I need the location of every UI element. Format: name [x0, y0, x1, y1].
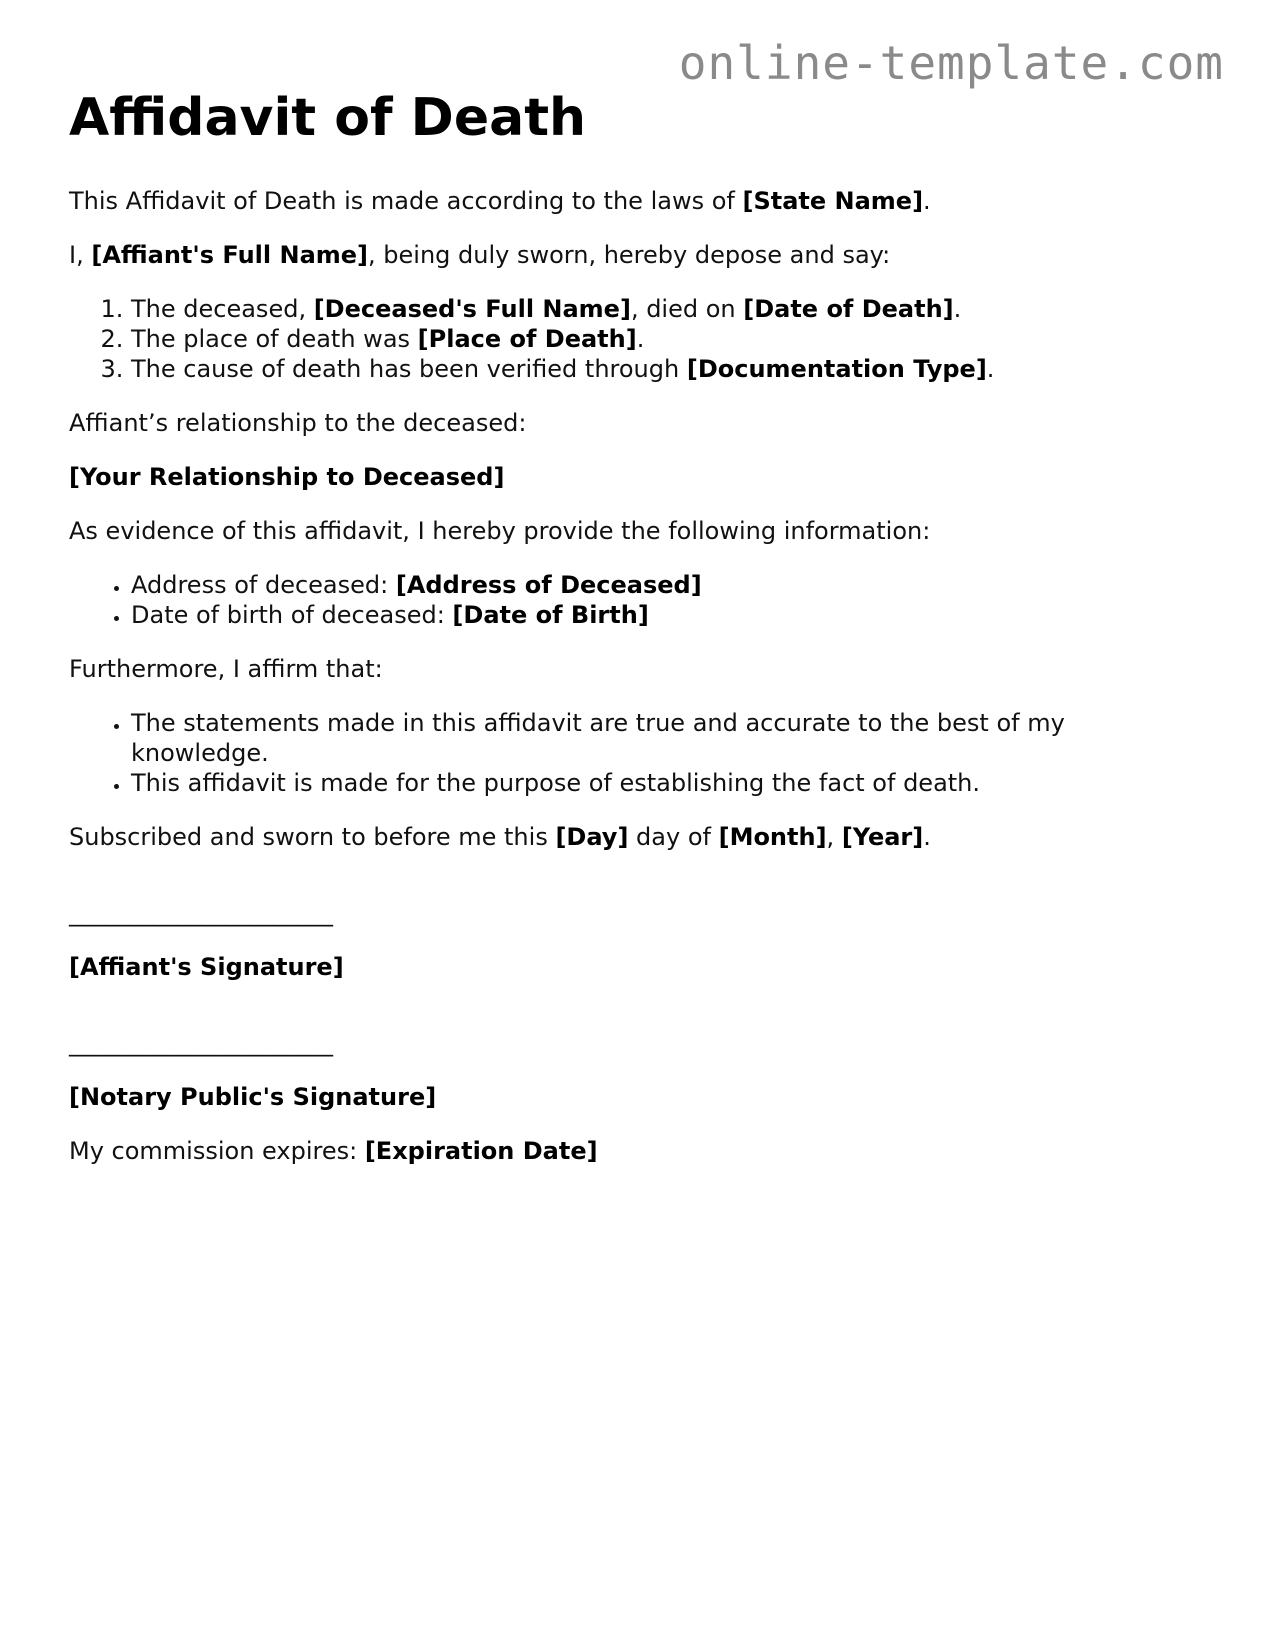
month-placeholder: [Month] — [718, 823, 827, 851]
commission-paragraph — [69, 1136, 1189, 1166]
evidence-item — [131, 600, 1189, 630]
affirm-intro: Furthermore, I affirm that: — [69, 655, 383, 683]
date-of-birth-placeholder: [Date of Birth] — [452, 601, 649, 629]
affiant-signature-placeholder: [Affiant's Signature] — [69, 953, 344, 981]
commission-label: My commission expires: — [69, 1137, 365, 1165]
expiration-date-placeholder: [Expiration Date] — [364, 1137, 598, 1165]
notary-signature-placeholder: [Notary Public's Signature] — [69, 1083, 437, 1111]
relationship-paragraph — [69, 462, 1189, 492]
date-of-death-placeholder: [Date of Death] — [743, 295, 954, 323]
deponent-prefix: I, — [69, 241, 92, 269]
evidence-item — [131, 570, 1189, 600]
statement-item — [131, 354, 1189, 384]
statement-text: The deceased, — [131, 295, 314, 323]
affirm-list — [69, 708, 1189, 798]
statement-end: . — [986, 355, 995, 383]
relationship-placeholder: [Your Relationship to Deceased] — [69, 463, 505, 491]
intro-end: . — [923, 187, 931, 215]
affirm-item: • The statements made in this affidavit are true and accurate to the best of my knowledge. — [131, 708, 1189, 768]
affiant-signature-line[interactable]: ______________________ — [69, 899, 333, 927]
statement-text: The place of death was — [131, 325, 418, 353]
sworn-text: Subscribed and sworn to before me this — [69, 823, 556, 851]
affiant-name-placeholder: [Affiant's Full Name] — [91, 241, 369, 269]
state-name-placeholder: [State Name] — [742, 187, 924, 215]
address-placeholder: [Address of Deceased] — [395, 571, 702, 599]
statement-text: The cause of death has been verified through — [131, 355, 687, 383]
sworn-mid: day of — [628, 823, 719, 851]
year-placeholder: [Year] — [841, 823, 924, 851]
evidence-list — [69, 570, 1189, 630]
document — [69, 86, 1189, 1190]
deponent-paragraph — [69, 240, 1189, 270]
evidence-label: Date of birth of deceased: — [131, 601, 453, 629]
watermark: online-template.com — [678, 36, 1224, 90]
deceased-name-placeholder: [Deceased's Full Name] — [313, 295, 631, 323]
day-placeholder: [Day] — [555, 823, 629, 851]
statement-item — [131, 324, 1189, 354]
place-of-death-placeholder: [Place of Death] — [417, 325, 637, 353]
documentation-type-placeholder: [Documentation Type] — [686, 355, 987, 383]
statement-text: , died on — [630, 295, 744, 323]
document-title: Affidavit of Death — [69, 88, 587, 148]
statement-item — [131, 294, 1189, 324]
relationship-label: Affiant’s relationship to the deceased: — [69, 409, 527, 437]
statements-list — [69, 294, 1189, 384]
affiant-signature-label — [69, 952, 1189, 982]
notary-signature-label — [69, 1082, 1189, 1112]
affirm-item: • This affidavit is made for the purpose of establishing the fact of death. — [131, 768, 1189, 798]
intro-paragraph — [69, 186, 1189, 216]
statement-end: . — [636, 325, 645, 353]
statement-end: . — [953, 295, 962, 323]
evidence-intro: As evidence of this affidavit, I hereby provide the following information: — [69, 517, 931, 545]
intro-text: This Affidavit of Death is made according to the laws of — [69, 187, 743, 215]
evidence-label: Address of deceased: — [131, 571, 396, 599]
deponent-suffix: , being duly sworn, hereby depose and say: — [368, 241, 891, 269]
sworn-comma: , — [826, 823, 842, 851]
sworn-paragraph — [69, 822, 1189, 852]
notary-signature-line[interactable]: ______________________ — [69, 1029, 333, 1057]
sworn-end: . — [923, 823, 931, 851]
